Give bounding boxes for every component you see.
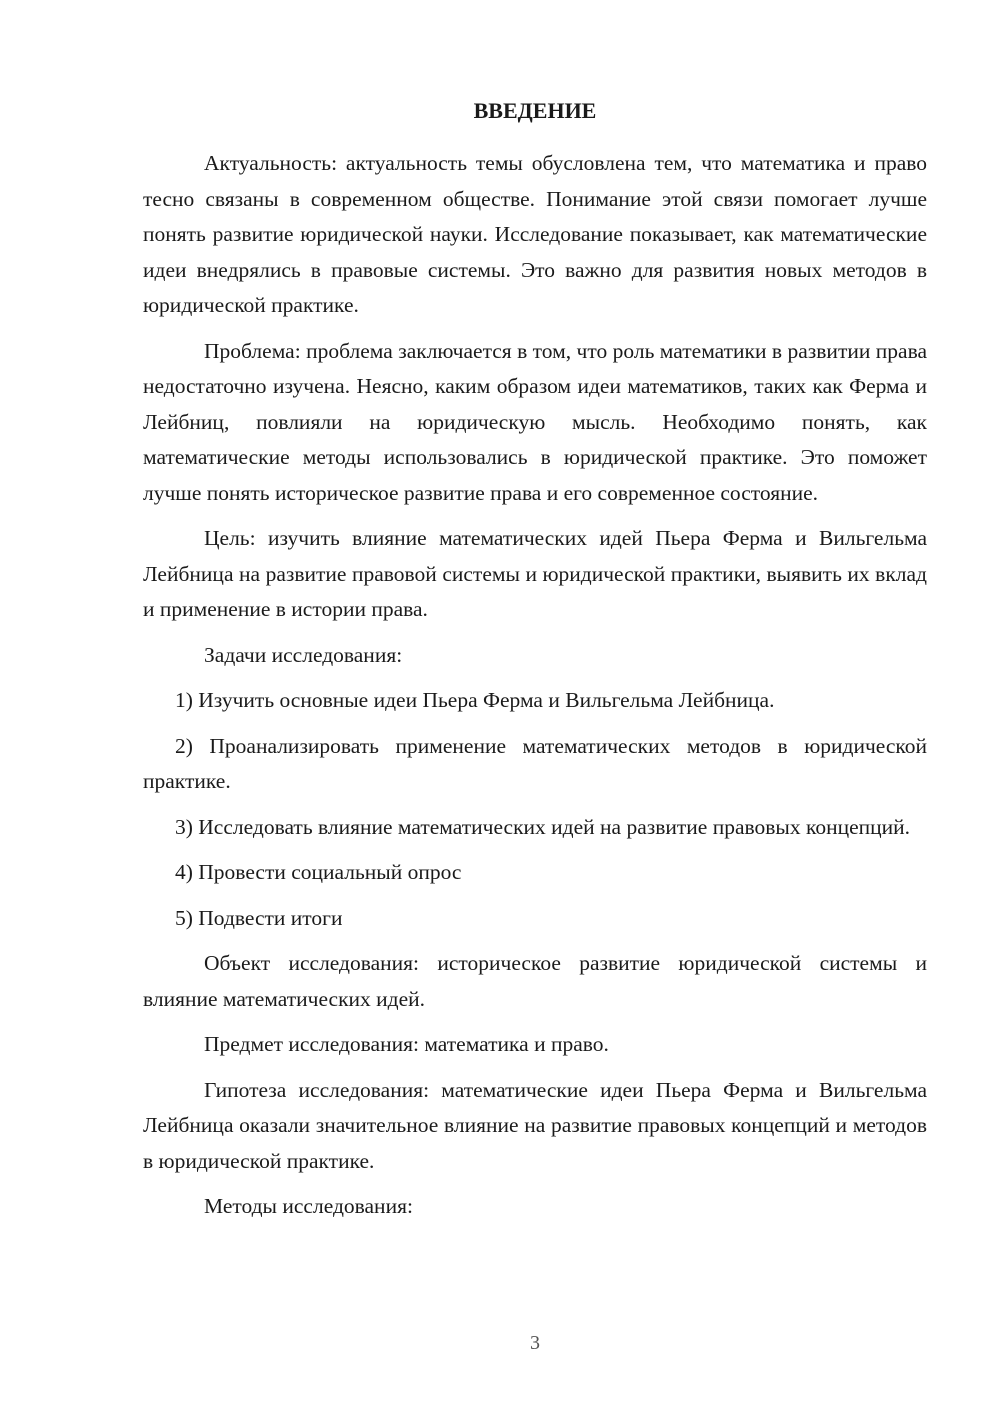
- methods-heading: Методы исследования:: [204, 1194, 413, 1218]
- page-number: 3: [530, 1332, 540, 1354]
- task-item-5: 5) Подвести итоги: [175, 905, 343, 930]
- task-item-1: 1) Изучить основные идеи Пьера Ферма и Вильгельма Лейбница.: [175, 688, 775, 712]
- task-item-2: 2) Проанализировать применение математических методов в юридической практике.: [143, 733, 927, 793]
- subject-paragraph: Предмет исследования: математика и право.: [204, 1032, 609, 1056]
- page-title: ВВЕДЕНИЕ: [473, 98, 597, 123]
- tasks-heading: Задачи исследования:: [204, 642, 403, 667]
- task-item-3: 3) Исследовать влияние математических идей на развитие правовых концепций.: [175, 814, 911, 839]
- object-paragraph: Объект исследования: историческое развитие юридической системы и влияние математических идей.: [143, 951, 927, 1011]
- task-item-4: 4) Провести социальный опрос: [175, 860, 462, 884]
- document-page: [143, 96, 927, 1235]
- relevance-paragraph: Актуальность: актуальность темы обусловлена тем, что математика и право тесно связаны в современном обществе. Понимание этой связи помогает лучше понять развитие юридической науки. Исследование показывает, как математические идеи внедрялись в правовые системы. Это важно для развития новых методов в юридической практике.: [143, 151, 927, 317]
- problem-paragraph: Проблема: проблема заключается в том, что роль математики в развитии права недостаточно изучена. Неясно, каким образом идеи математиков, таких как Ферма и Лейбниц, повлияли на юридическую мысль. Необходимо понять, как математические методы использовались в юридической практике. Это поможет лучше понять историческое развитие права и его современное состояние.: [143, 338, 927, 505]
- hypothesis-paragraph: Гипотеза исследования: математические идеи Пьера Ферма и Вильгельма Лейбница оказали значительное влияние на развитие правовых концепций и методов в юридической практике.: [143, 1077, 927, 1173]
- goal-paragraph: Цель: изучить влияние математических идей Пьера Ферма и Вильгельма Лейбница на развитие правовой системы и юридической практики, выявить их вклад и применение в истории права.: [143, 526, 927, 621]
